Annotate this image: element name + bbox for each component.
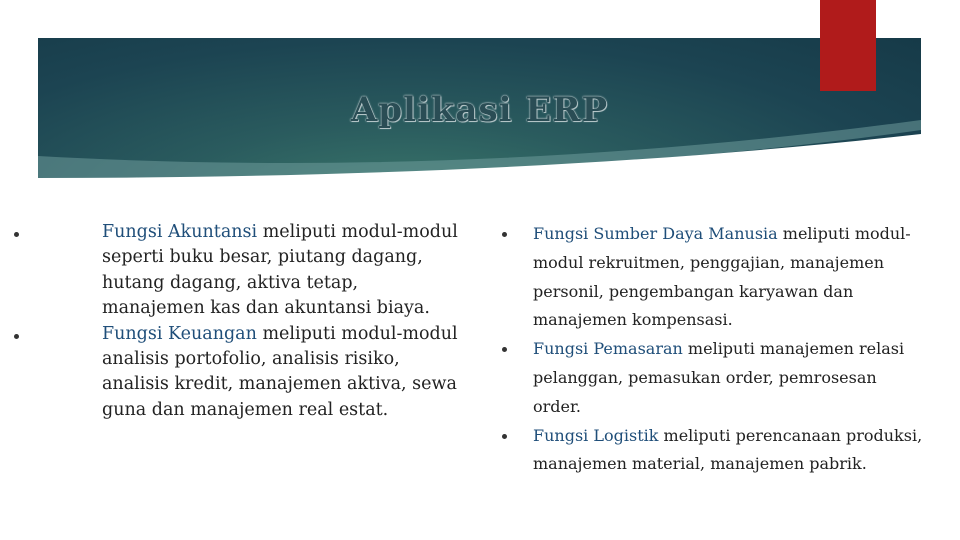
- item-keyword: Fungsi Keuangan: [102, 323, 257, 344]
- left-column: [102, 220, 462, 423]
- item-keyword: Fungsi Logistik: [533, 425, 659, 445]
- list-item: [533, 335, 923, 421]
- item-text: meliputi modul-modul analisis portofolio, analisis risiko, analisis kredit, manajemen aktiva, sewa guna dan manajemen real estat.: [102, 323, 458, 420]
- list-item: [102, 322, 462, 424]
- bullet-icon: [502, 434, 507, 439]
- red-accent-tab: [820, 0, 876, 91]
- list-item: [102, 220, 462, 322]
- item-text: meliputi manajemen relasi pelanggan, pemasukan order, pemrosesan order.: [533, 339, 905, 416]
- item-text: meliputi modul-modul rekruitmen, penggajian, manajemen personil, pengembangan karyawan dan manajemen kompensasi.: [533, 224, 911, 330]
- list-item: [533, 220, 923, 335]
- bullet-icon: [502, 347, 507, 352]
- slide-title: Aplikasi ERP: [350, 90, 609, 130]
- bullet-icon: [14, 232, 19, 237]
- bullet-icon: [502, 232, 507, 237]
- item-keyword: Fungsi Akuntansi: [102, 222, 258, 242]
- item-keyword: Fungsi Pemasaran: [533, 339, 683, 359]
- list-item: [533, 422, 923, 480]
- item-text: meliputi perencanaan produksi, manajemen material, manajemen pabrik.: [533, 425, 923, 474]
- bullet-icon: [14, 334, 19, 339]
- right-column: [533, 220, 923, 479]
- item-text: meliputi modul-modul seperti buku besar, piutang dagang, hutang dagang, aktiva tetap, manajemen kas dan akuntansi biaya.: [102, 222, 458, 319]
- item-keyword: Fungsi Sumber Daya Manusia: [533, 224, 778, 243]
